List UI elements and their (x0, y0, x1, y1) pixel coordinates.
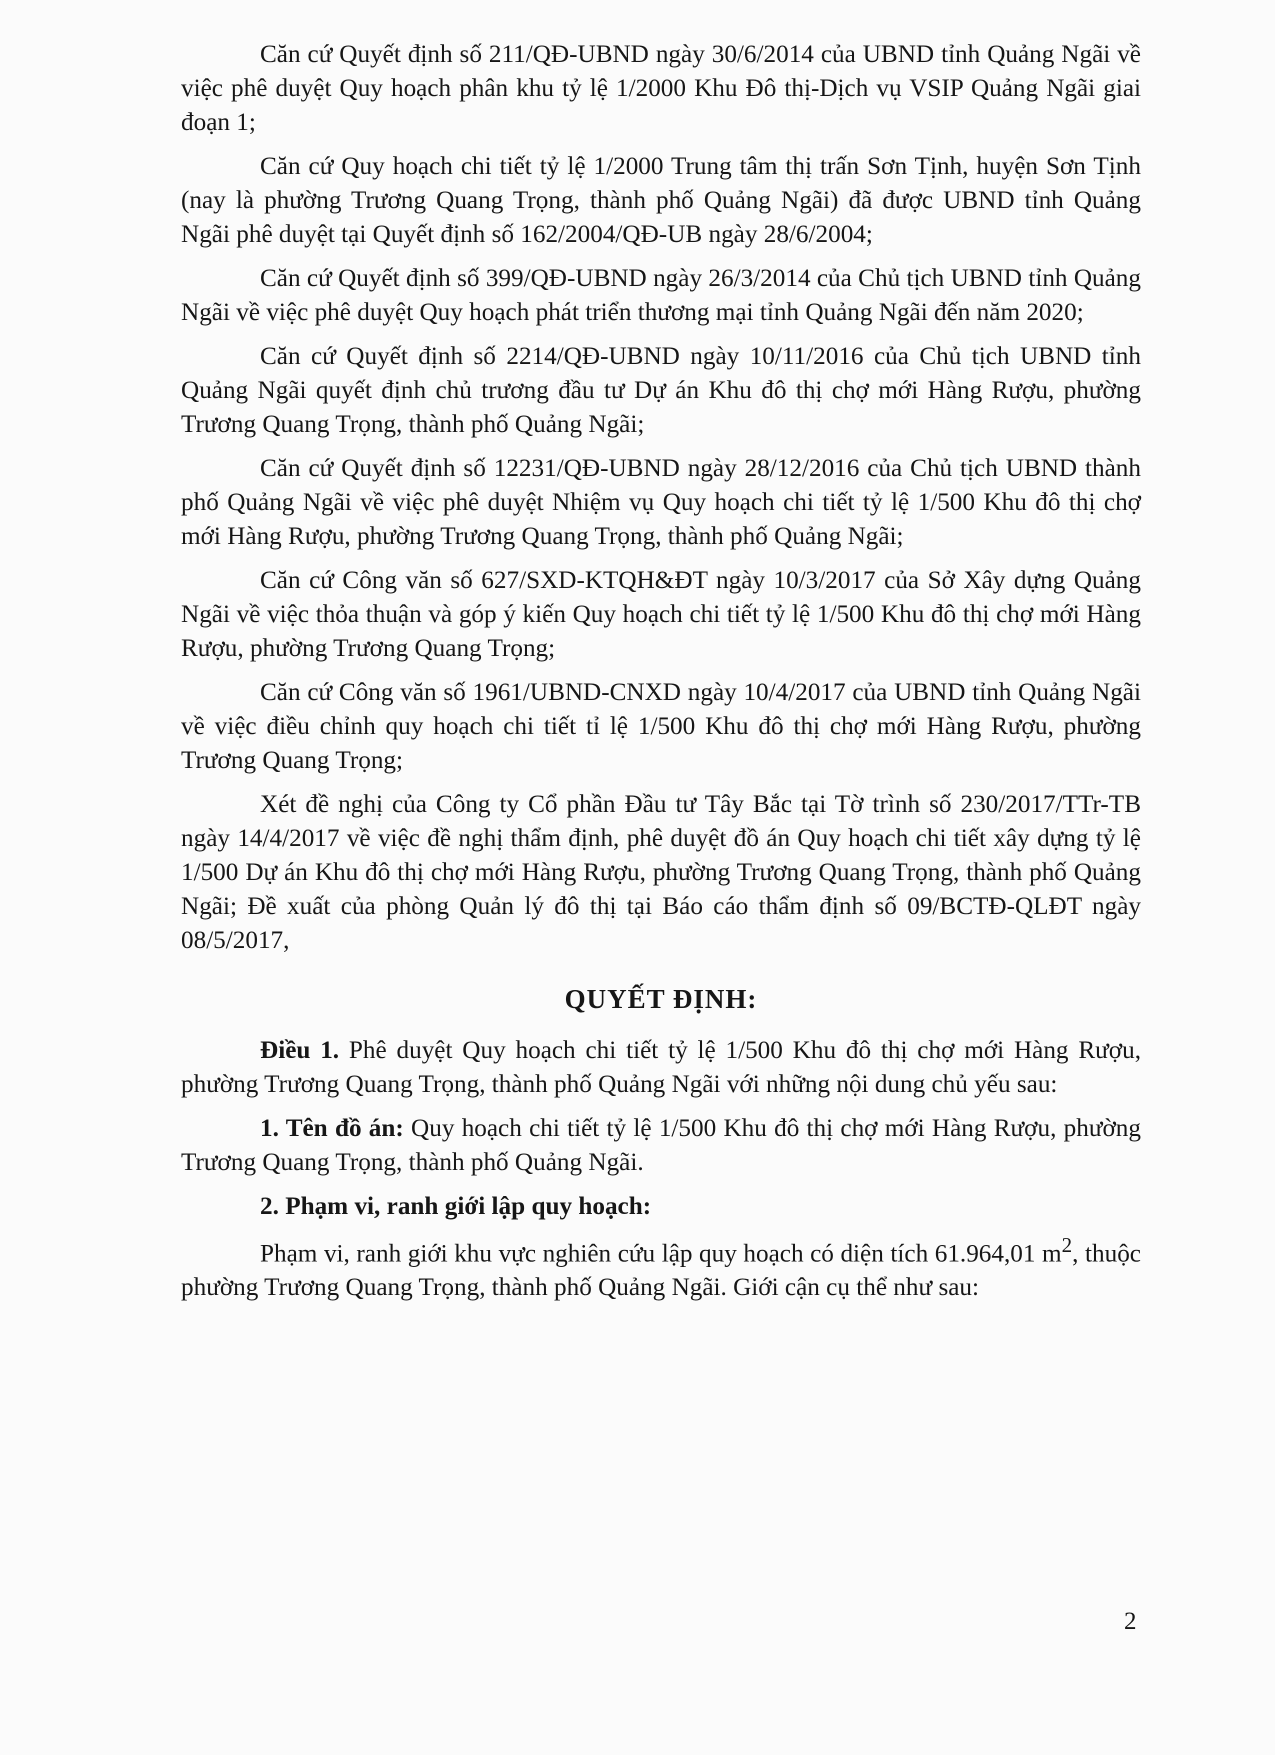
paragraph-4: Căn cứ Quyết định số 2214/QĐ-UBND ngày 10/11/2016 của Chủ tịch UBND tỉnh Quảng Ngãi quyết định chủ trương đầu tư Dự án Khu đô thị chợ mới Hàng Rượu, phường Trương Quang Trọng, thành phố Quảng Ngãi; (181, 343, 1141, 438)
paragraph-3: Căn cứ Quyết định số 399/QĐ-UBND ngày 26/3/2014 của Chủ tịch UBND tỉnh Quảng Ngãi về việc phê duyệt Quy hoạch phát triển thương mại tỉnh Quảng Ngãi đến năm 2020; (181, 265, 1141, 326)
article-1-text: Phê duyệt Quy hoạch chi tiết tỷ lệ 1/500 Khu đô thị chợ mới Hàng Rượu, phường Trương Quang Trọng, thành phố Quảng Ngãi với những nội dung chủ yếu sau: (181, 1037, 1142, 1098)
paragraph-7: Căn cứ Công văn số 1961/UBND-CNXD ngày 10/4/2017 của UBND tỉnh Quảng Ngãi về việc điều chỉnh quy hoạch chi tiết tỉ lệ 1/500 Khu đô thị chợ mới Hàng Rượu, phường Trương Quang Trọng; (181, 679, 1141, 774)
item-2-body-text-end: , thuộc phường Trương Quang Trọng, thành phố Quảng Ngãi. Giới cận cụ thể như sau: (181, 1240, 1141, 1302)
item-2-body-text: Phạm vi, ranh giới khu vực nghiên cứu lập quy hoạch có diện tích 61.964,01 m (260, 1240, 1062, 1268)
item-1 (181, 1112, 1141, 1180)
paragraph-6: Căn cứ Công văn số 627/SXD-KTQH&ĐT ngày 10/3/2017 của Sở Xây dựng Quảng Ngãi về việc thỏa thuận và góp ý kiến Quy hoạch chi tiết tỷ lệ 1/500 Khu đô thị chợ mới Hàng Rượu, phường Trương Quang Trọng; (181, 567, 1141, 662)
decision-heading: QUYẾT ĐỊNH: (564, 984, 758, 1014)
paragraph-5: Căn cứ Quyết định số 12231/QĐ-UBND ngày 28/12/2016 của Chủ tịch UBND thành phố Quảng Ngãi về việc phê duyệt Nhiệm vụ Quy hoạch chi tiết tỷ lệ 1/500 Khu đô thị chợ mới Hàng Rượu, phường Trương Quang Trọng, thành phố Quảng Ngãi; (181, 455, 1141, 550)
document-body (181, 38, 1141, 1315)
item-1-label: 1. Tên đồ án: (260, 1115, 404, 1142)
paragraph-8: Xét đề nghị của Công ty Cổ phần Đầu tư Tây Bắc tại Tờ trình số 230/2017/TTr-TB ngày 14/4/2017 về việc đề nghị thẩm định, phê duyệt đồ án Quy hoạch chi tiết xây dựng tỷ lệ 1/500 Dự án Khu đô thị chợ mới Hàng Rượu, phường Trương Quang Trọng, thành phố Quảng Ngãi; Đề xuất của phòng Quản lý đô thị tại Báo cáo thẩm định số 09/BCTĐ-QLĐT ngày 08/5/2017, (181, 791, 1141, 954)
article-1 (181, 1034, 1141, 1102)
item-2-body (181, 1228, 1141, 1305)
page-number: 2 (1124, 1608, 1137, 1635)
paragraph-1: Căn cứ Quyết định số 211/QĐ-UBND ngày 30/6/2014 của UBND tỉnh Quảng Ngãi về việc phê duyệt Quy hoạch phân khu tỷ lệ 1/2000 Khu Đô thị-Dịch vụ VSIP Quảng Ngãi giai đoạn 1; (181, 41, 1141, 136)
item-2-label: 2. Phạm vi, ranh giới lập quy hoạch: (260, 1193, 652, 1220)
area-unit-superscript: 2 (1061, 1233, 1073, 1257)
article-1-label: Điều 1. (260, 1037, 340, 1064)
item-2-heading (181, 1190, 1141, 1224)
paragraph-2: Căn cứ Quy hoạch chi tiết tỷ lệ 1/2000 Trung tâm thị trấn Sơn Tịnh, huyện Sơn Tịnh (nay là phường Trương Quang Trọng, thành phố Quảng Ngãi) đã được UBND tỉnh Quảng Ngãi phê duyệt tại Quyết định số 162/2004/QĐ-UB ngày 28/6/2004; (181, 153, 1141, 248)
item-1-text: Quy hoạch chi tiết tỷ lệ 1/500 Khu đô thị chợ mới Hàng Rượu, phường Trương Quang Trọng, thành phố Quảng Ngãi. (181, 1115, 1141, 1176)
